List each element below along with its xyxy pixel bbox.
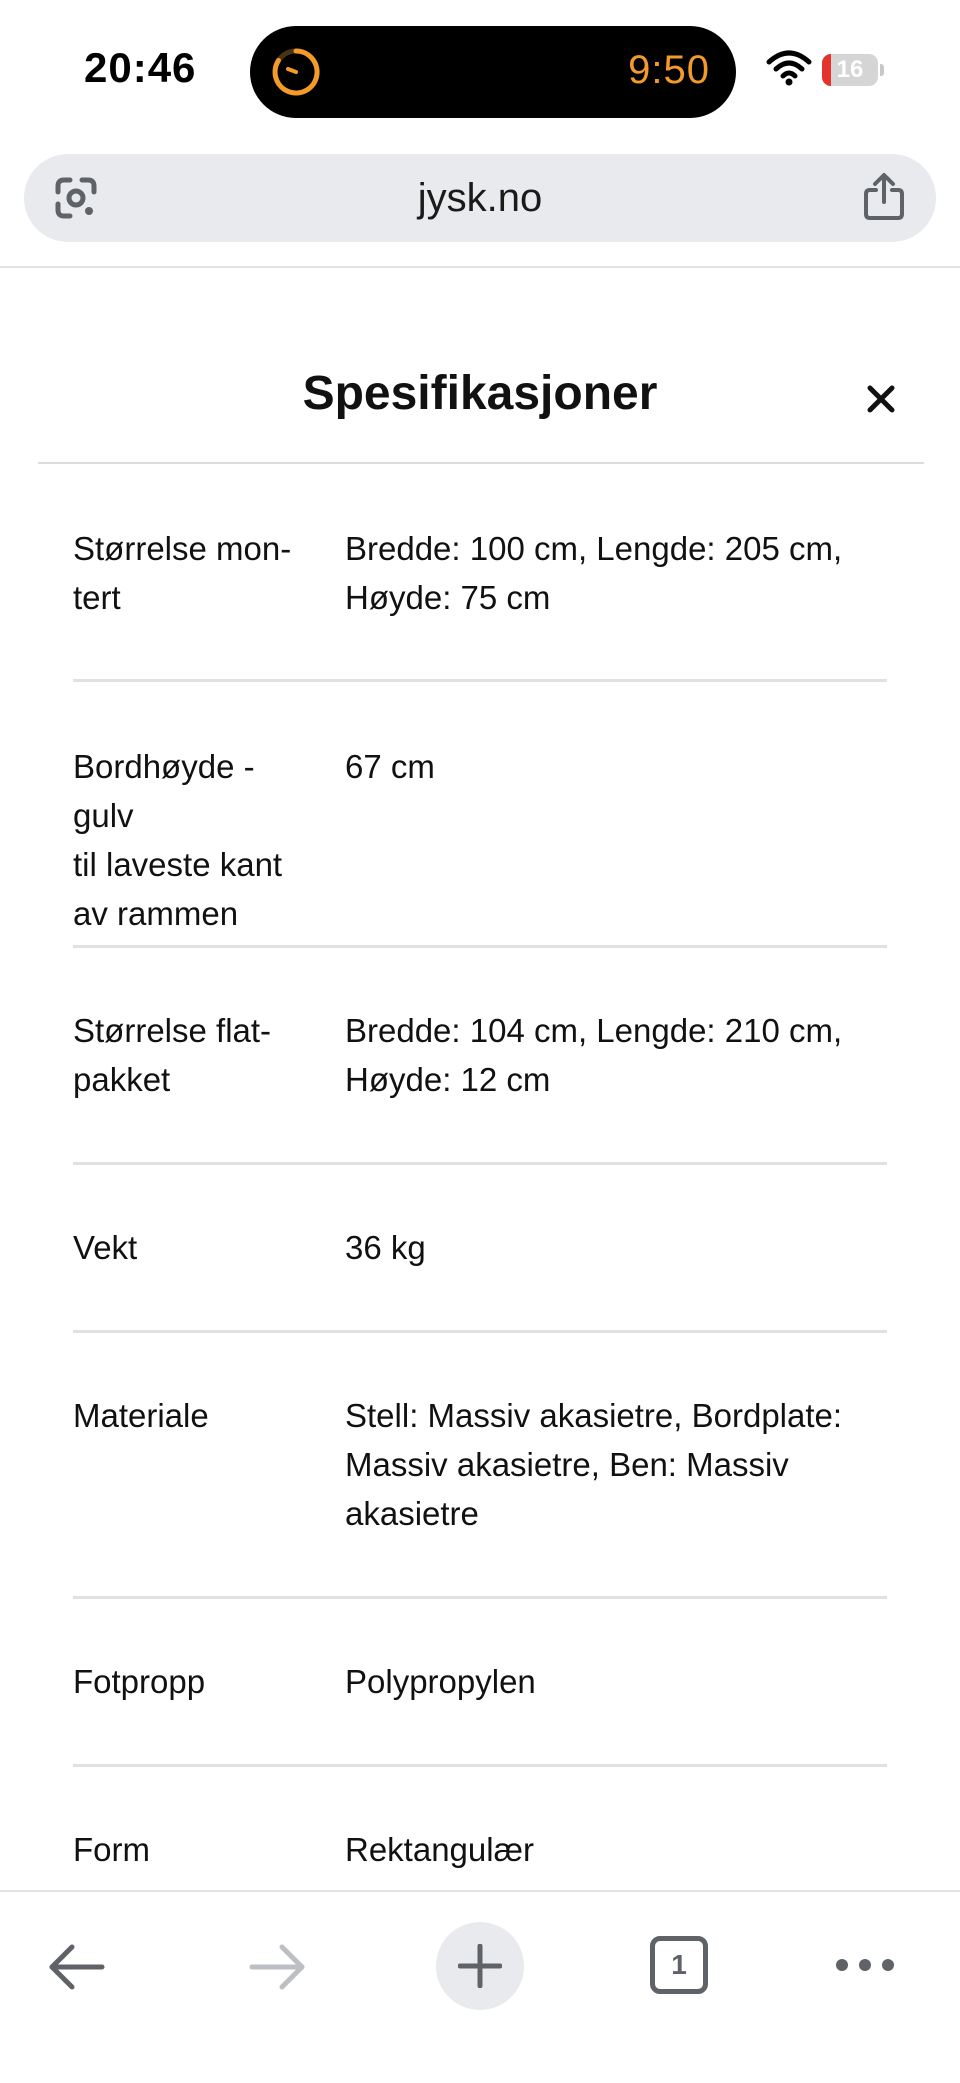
battery-level: 16	[836, 56, 864, 83]
spec-label: Vekt	[73, 1229, 138, 1266]
tab-switcher-icon[interactable]: 1	[650, 1936, 708, 1994]
timer-time: 9:50	[628, 48, 710, 92]
spec-row	[73, 682, 887, 948]
new-tab-button[interactable]	[436, 1922, 524, 2010]
spec-row	[73, 1599, 887, 1767]
wifi-icon	[766, 50, 812, 86]
timer-icon	[270, 46, 322, 98]
spec-value: 36 kg	[345, 1229, 426, 1266]
address-bar[interactable]	[24, 154, 936, 242]
battery-indicator	[822, 54, 884, 86]
battery-icon	[822, 54, 878, 86]
more-dots-icon[interactable]	[834, 1952, 896, 1978]
spec-list	[73, 464, 887, 1967]
spec-label: Størrelse flat- pakket	[73, 1012, 272, 1098]
modal-title: Spesifikasjoner	[302, 367, 658, 420]
dynamic-island	[250, 26, 736, 118]
status-time: 20:46	[84, 44, 197, 91]
url-text[interactable]: jysk.no	[417, 176, 543, 220]
spec-value: Rektangulær	[345, 1831, 534, 1868]
plus-icon	[458, 1944, 502, 1988]
spec-label: Form	[73, 1831, 150, 1868]
spec-row	[73, 464, 887, 682]
spec-value: Polypropylen	[345, 1663, 536, 1700]
spec-value: Bredde: 100 cm, Lengde: 205 cm, Høyde: 75 cm	[345, 530, 843, 616]
spec-row	[73, 1333, 887, 1599]
status-bar	[0, 0, 960, 140]
spec-row	[73, 948, 887, 1165]
spec-label: Materiale	[73, 1397, 209, 1434]
share-icon[interactable]	[862, 172, 906, 222]
close-icon[interactable]	[856, 374, 906, 424]
spec-label: Størrelse mon- tert	[73, 530, 292, 616]
spec-label: Bordhøyde - gulv til laveste kant av rammen	[73, 748, 283, 932]
battery-cap	[880, 64, 884, 76]
forward-arrow-icon[interactable]	[246, 1942, 308, 1992]
spec-row	[73, 1165, 887, 1333]
spec-label: Fotpropp	[73, 1663, 206, 1700]
bottom-toolbar	[0, 1890, 960, 2083]
top-divider	[0, 266, 960, 268]
spec-value: Bredde: 104 cm, Lengde: 210 cm, Høyde: 12 cm	[345, 1012, 843, 1098]
spec-value: 67 cm	[345, 748, 435, 785]
spec-value: Stell: Massiv akasietre, Bordplate: Massiv akasietre, Ben: Massiv akasietre	[345, 1397, 843, 1532]
back-arrow-icon[interactable]	[46, 1942, 108, 1992]
